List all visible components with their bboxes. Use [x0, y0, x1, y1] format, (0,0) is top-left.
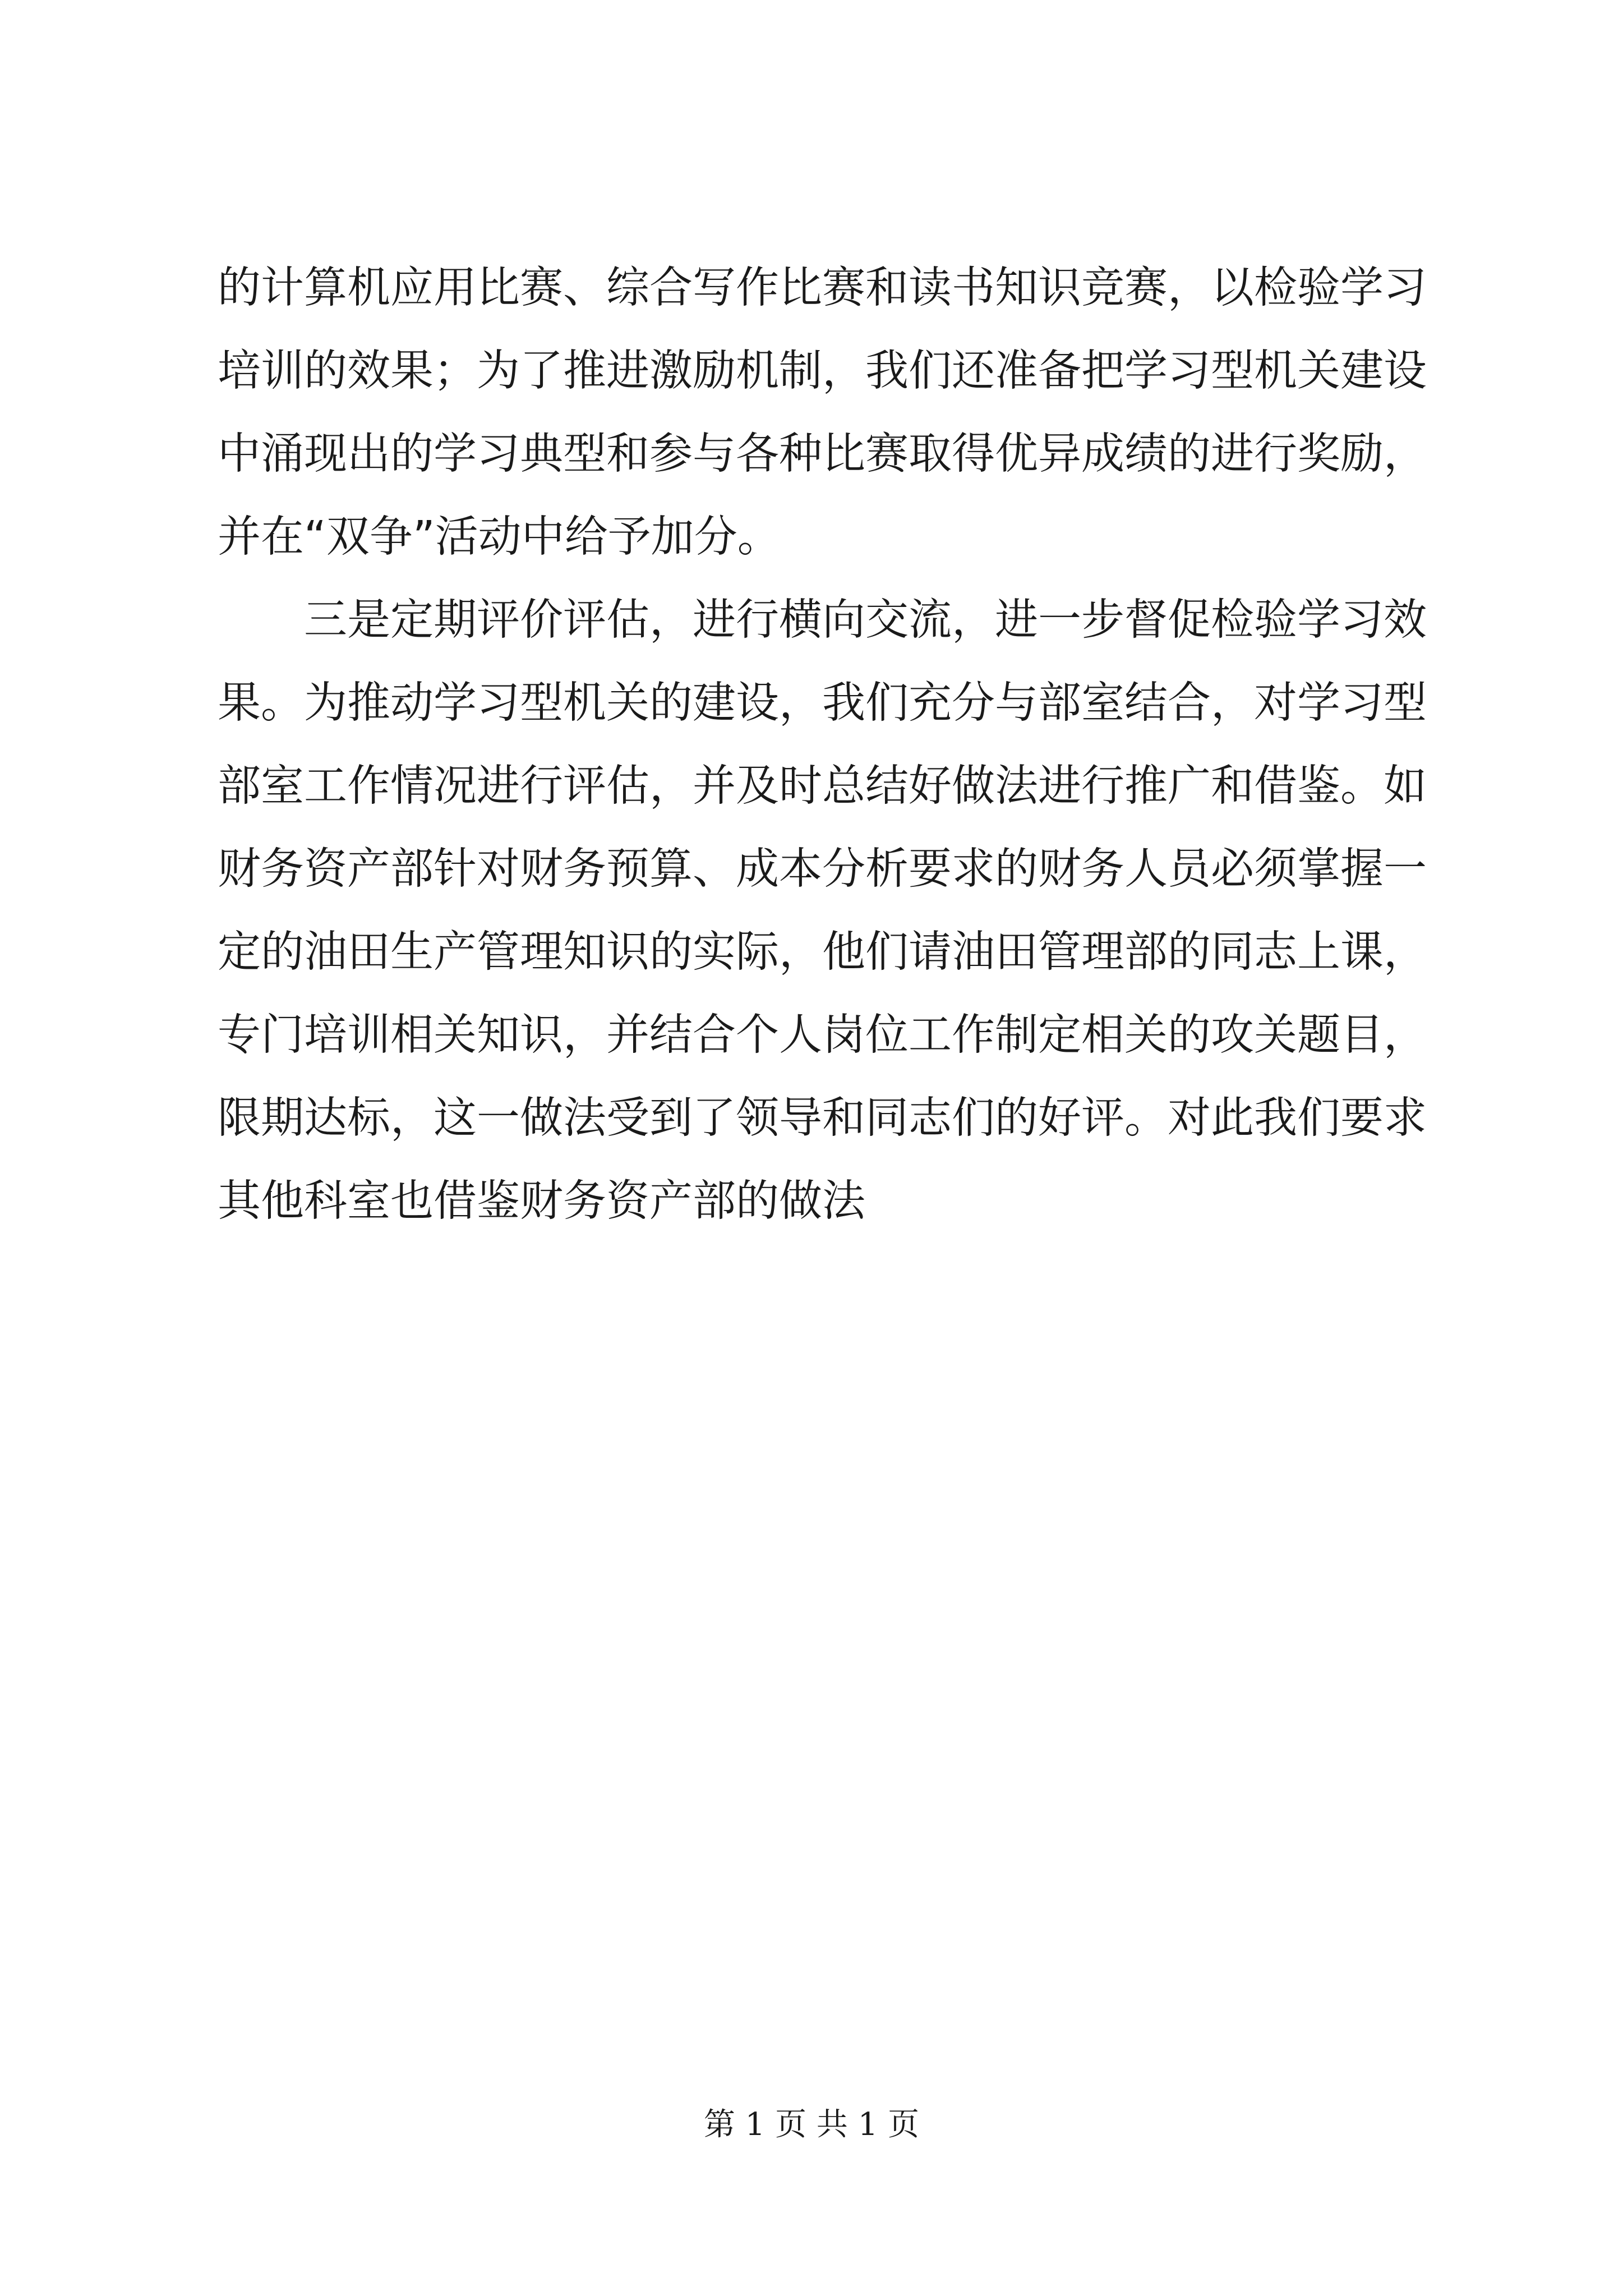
- document-body: [218, 247, 1427, 1243]
- body-line: 专门培训相关知识，并结合个人岗位工作制定相关的攻关题目，: [218, 1010, 1427, 1060]
- body-line: 培训的效果；为了推进激励机制，我们还准备把学习型机关建设: [218, 346, 1427, 396]
- body-line-paragraph-start: 三是定期评价评估，进行横向交流，进一步督促检验学习效: [304, 595, 1427, 645]
- body-line: 果。为推动学习型机关的建设，我们充分与部室结合，对学习型: [218, 678, 1427, 728]
- body-line: 财务资产部针对财务预算、成本分析要求的财务人员必须掌握一: [218, 844, 1427, 894]
- body-line: 中涌现出的学习典型和参与各种比赛取得优异成绩的进行奖励，: [218, 429, 1427, 479]
- body-line: 并在“双争”活动中给予加分。: [218, 512, 781, 562]
- body-line: 其他科室也借鉴财务资产部的做法: [218, 1176, 865, 1226]
- body-line: 部室工作情况进行评估，并及时总结好做法进行推广和借鉴。如: [218, 761, 1427, 811]
- page-number-footer: 第 1 页 共 1 页: [703, 2106, 920, 2143]
- body-line: 的计算机应用比赛、综合写作比赛和读书知识竞赛，以检验学习: [218, 263, 1427, 313]
- body-line: 定的油田生产管理知识的实际，他们请油田管理部的同志上课，: [218, 927, 1427, 977]
- body-line: 限期达标，这一做法受到了领导和同志们的好评。对此我们要求: [218, 1093, 1427, 1143]
